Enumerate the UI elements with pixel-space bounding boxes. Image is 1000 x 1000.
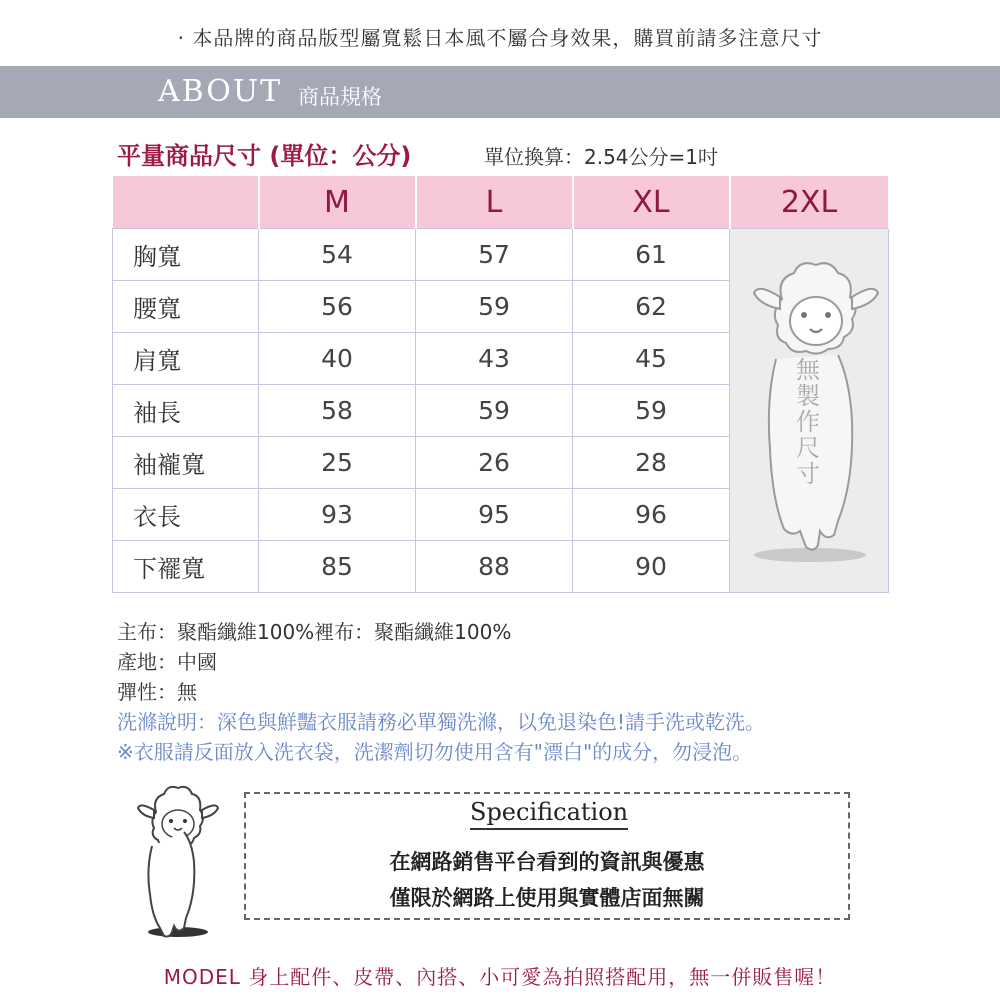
cell-value: 62 [573, 281, 730, 333]
cell-value: 88 [416, 541, 573, 593]
cell-value: 96 [573, 489, 730, 541]
cell-value: 95 [416, 489, 573, 541]
size-chart-title: 平量商品尺寸 (單位：公分) [117, 142, 412, 170]
cell-value: 59 [416, 385, 573, 437]
cell-value: 61 [573, 229, 730, 281]
header-corner-cell [113, 176, 259, 229]
row-label: 胸寬 [113, 229, 259, 281]
cell-value: 40 [259, 333, 416, 385]
cell-value: 56 [259, 281, 416, 333]
specification-line-2: 僅限於網路上使用與實體店面無關 [389, 886, 705, 910]
row-label: 袖襱寬 [113, 437, 259, 489]
cell-value: 28 [573, 437, 730, 489]
about-title: ABOUT [158, 74, 283, 109]
size-table [112, 176, 890, 593]
origin-info: 產地：中國 [117, 650, 217, 674]
cell-value: 85 [259, 541, 416, 593]
cell-value: 58 [259, 385, 416, 437]
about-header-bar [0, 66, 1000, 118]
cell-value: 26 [416, 437, 573, 489]
no-size-note: 無 製 作 尺 寸 [796, 356, 820, 488]
fabric-info: 主布：聚酯纖維100%裡布：聚酯纖維100% [117, 620, 512, 644]
cell-value: 59 [573, 385, 730, 437]
about-subtitle: 商品規格 [298, 85, 382, 109]
cell-value: 54 [259, 229, 416, 281]
model-accessories-note: MODEL 身上配件、皮帶、內搭、小可愛為拍照搭配用，無一併販售喔！ [163, 965, 837, 989]
row-label: 下襬寬 [113, 541, 259, 593]
wash-instruction: 洗滌說明：深色與鮮豔衣服請務必單獨洗滌，以免退染色!請手洗或乾洗。 [117, 710, 766, 734]
cell-value: 43 [416, 333, 573, 385]
alpaca-mascot-icon [132, 782, 222, 942]
size-header-m: M [259, 176, 416, 229]
cell-value: 57 [416, 229, 573, 281]
cell-value: 93 [259, 489, 416, 541]
size-notice: · 本品牌的商品版型屬寬鬆日本風不屬合身效果，購買前請多注意尺寸 [177, 26, 823, 50]
size-table-header [113, 176, 889, 229]
cell-value: 45 [573, 333, 730, 385]
row-label: 衣長 [113, 489, 259, 541]
cell-value: 90 [573, 541, 730, 593]
cell-value: 25 [259, 437, 416, 489]
wash-note: ※衣服請反面放入洗衣袋，洗潔劑切勿使用含有"漂白"的成分，勿浸泡。 [117, 740, 753, 764]
row-label: 袖長 [113, 385, 259, 437]
row-label: 肩寬 [113, 333, 259, 385]
elasticity-info: 彈性：無 [117, 680, 197, 704]
no-size-cell [730, 229, 889, 593]
size-header-l: L [416, 176, 573, 229]
specification-line-1: 在網路銷售平台看到的資訊與優惠 [389, 850, 705, 874]
size-header-xl: XL [573, 176, 730, 229]
size-header-2xl: 2XL [730, 176, 889, 229]
row-label: 腰寬 [113, 281, 259, 333]
table-row [113, 229, 889, 281]
specification-title: Specification [470, 798, 628, 830]
cell-value: 59 [416, 281, 573, 333]
unit-conversion-note: 單位換算：2.54公分=1吋 [484, 145, 719, 169]
